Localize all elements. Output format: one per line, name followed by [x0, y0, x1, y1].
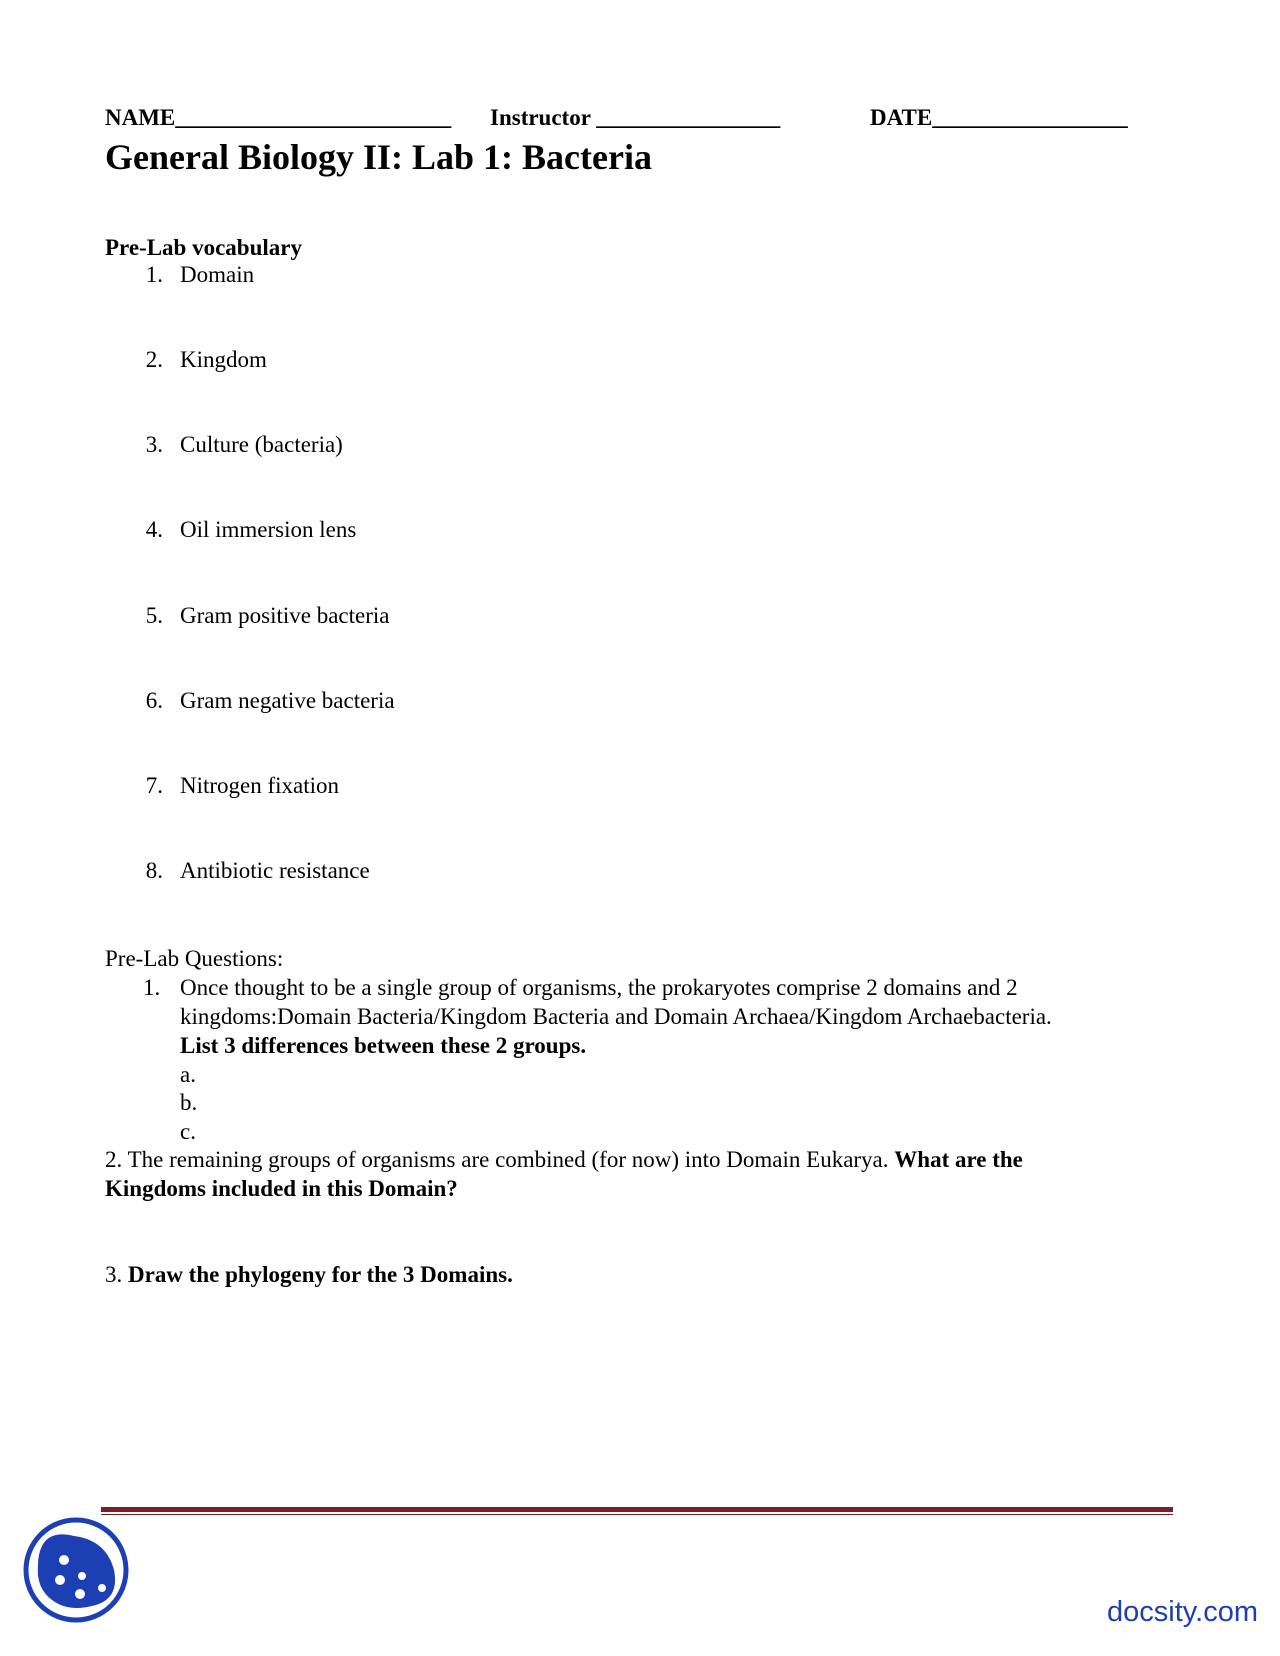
list-item-number: 7.: [145, 773, 163, 798]
list-item: [0, 858, 800, 888]
list-item-text: Oil immersion lens: [180, 517, 357, 542]
question-number: 1.: [143, 975, 161, 1000]
question-prompt: What are the: [894, 1147, 1023, 1172]
question-text-line: Once thought to be a single group of organisms, the prokaryotes comprise 2 domains and 2: [180, 975, 1018, 1000]
list-item: [0, 517, 800, 547]
list-item: [0, 773, 800, 803]
footer-rule: [101, 1507, 1173, 1512]
list-item: [0, 432, 800, 462]
list-item-text: Domain: [180, 262, 255, 287]
list-item-number: 1.: [145, 262, 163, 287]
list-item: [0, 262, 800, 292]
list-item-text: Culture (bacteria): [180, 432, 343, 457]
question-prompt: List 3 differences between these 2 groups.: [180, 1033, 587, 1058]
question-text: 2. The remaining groups of organisms are combined (for now) into Domain Eukarya.: [105, 1147, 895, 1172]
list-item: [0, 603, 800, 633]
list-item-number: 3.: [145, 432, 163, 457]
answer-label-b: b.: [180, 1090, 198, 1115]
name-field-label: NAME________________________: [105, 105, 452, 130]
list-item-number: 8.: [145, 858, 163, 883]
list-item-number: 6.: [145, 688, 163, 713]
docsity-logo-icon: [22, 1516, 130, 1624]
list-item: [0, 688, 800, 718]
list-item: [0, 347, 800, 377]
list-item-text: Kingdom: [180, 347, 267, 372]
list-item-number: 5.: [145, 603, 163, 628]
question-text-line: [105, 1145, 1023, 1174]
footer-rule-thin: [101, 1514, 1173, 1515]
list-item-number: 2.: [145, 347, 163, 372]
question-prompt: Draw the phylogeny for the 3 Domains.: [128, 1262, 513, 1287]
list-item-number: 4.: [145, 517, 163, 542]
list-item-text: Gram positive bacteria: [180, 603, 390, 628]
question-text-line: kingdoms:Domain Bacteria/Kingdom Bacteria and Domain Archaea/Kingdom Archaebacteria.: [180, 1004, 1052, 1029]
question-prompt-line: Kingdoms included in this Domain?: [105, 1176, 458, 1201]
question-number: 3.: [105, 1262, 128, 1287]
docsity-brand-link[interactable]: docsity.com: [1107, 1596, 1258, 1628]
list-item-text: Nitrogen fixation: [180, 773, 340, 798]
answer-label-c: c.: [180, 1119, 196, 1144]
vocab-heading: Pre-Lab vocabulary: [105, 235, 302, 260]
questions-heading: Pre-Lab Questions:: [105, 946, 284, 971]
list-item-text: Gram negative bacteria: [180, 688, 395, 713]
question-text-line: [105, 1260, 513, 1289]
page-title: General Biology II: Lab 1: Bacteria: [105, 137, 652, 177]
list-item-text: Antibiotic resistance: [180, 858, 370, 883]
instructor-field-label: Instructor ________________: [490, 105, 781, 130]
answer-label-a: a.: [180, 1062, 196, 1087]
date-field-label: DATE_________________: [870, 105, 1128, 130]
